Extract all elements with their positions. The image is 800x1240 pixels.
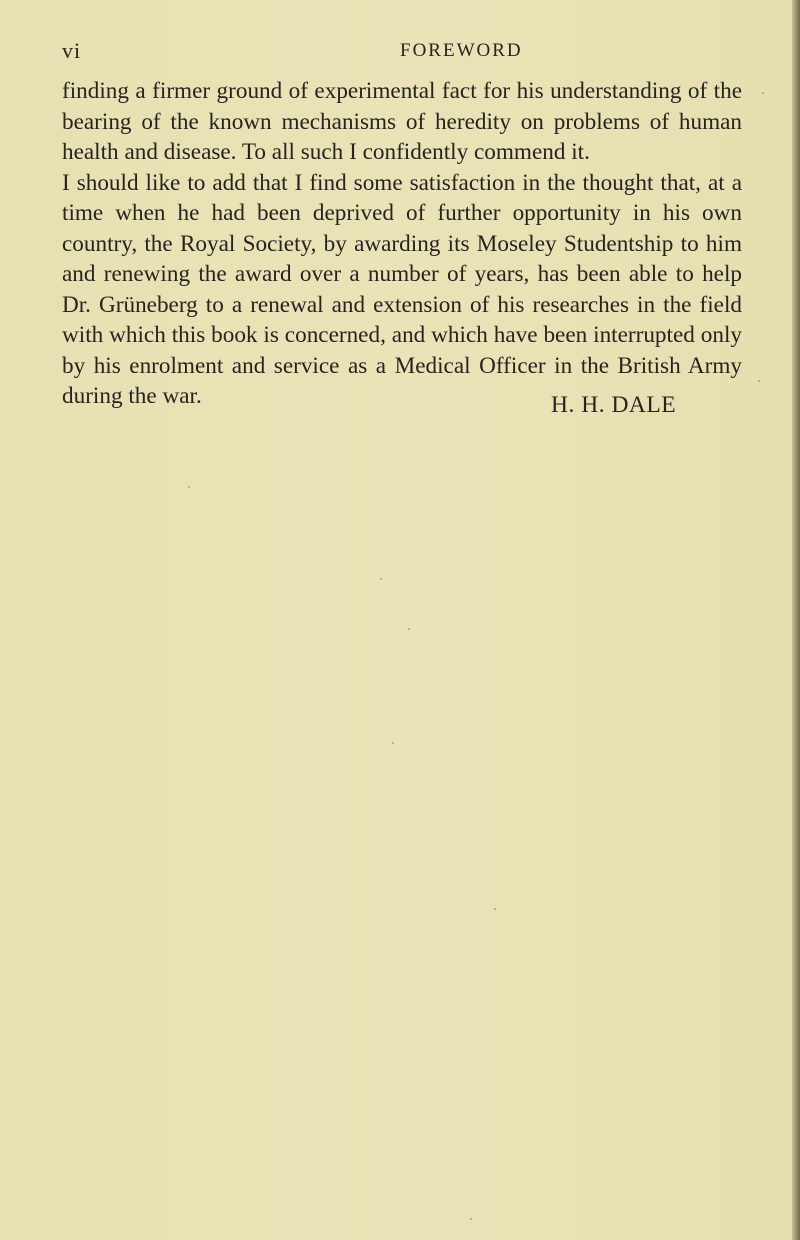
paper-speck (188, 486, 190, 488)
paper-speck (392, 742, 394, 744)
paragraph-2: I should like to add that I find some satisfaction in the thought that, at a time when he had been deprived of further opportunity in his own country, the Royal Society, by awarding its Moseley Studentship to him and renewing the award over a number of years, has been able to help Dr. Grüneberg to a renewal and extension of his researches in the field with which this book is concerned, and which have been interrupted only by his enrolment and service as a Medical Officer in the British Army during the war. (62, 169, 742, 409)
page-edge-shadow (792, 0, 800, 1240)
paper-speck (408, 628, 410, 630)
page-number: vi (62, 38, 82, 63)
paper-speck (470, 1218, 472, 1220)
paragraph-1: finding a firmer ground of experimental fact for his understanding of the bearing of the known mechanisms of heredity on problems of human health and disease. To all such I confidently commend it. (62, 78, 742, 165)
running-head: FOREWORD (400, 40, 523, 61)
page-header (62, 38, 742, 66)
signature: H. H. DALE (551, 392, 677, 418)
paper-speck (758, 380, 760, 382)
paper-speck (380, 578, 382, 580)
body-text (62, 76, 742, 412)
paper-speck (762, 92, 764, 94)
paper-speck (494, 908, 496, 910)
